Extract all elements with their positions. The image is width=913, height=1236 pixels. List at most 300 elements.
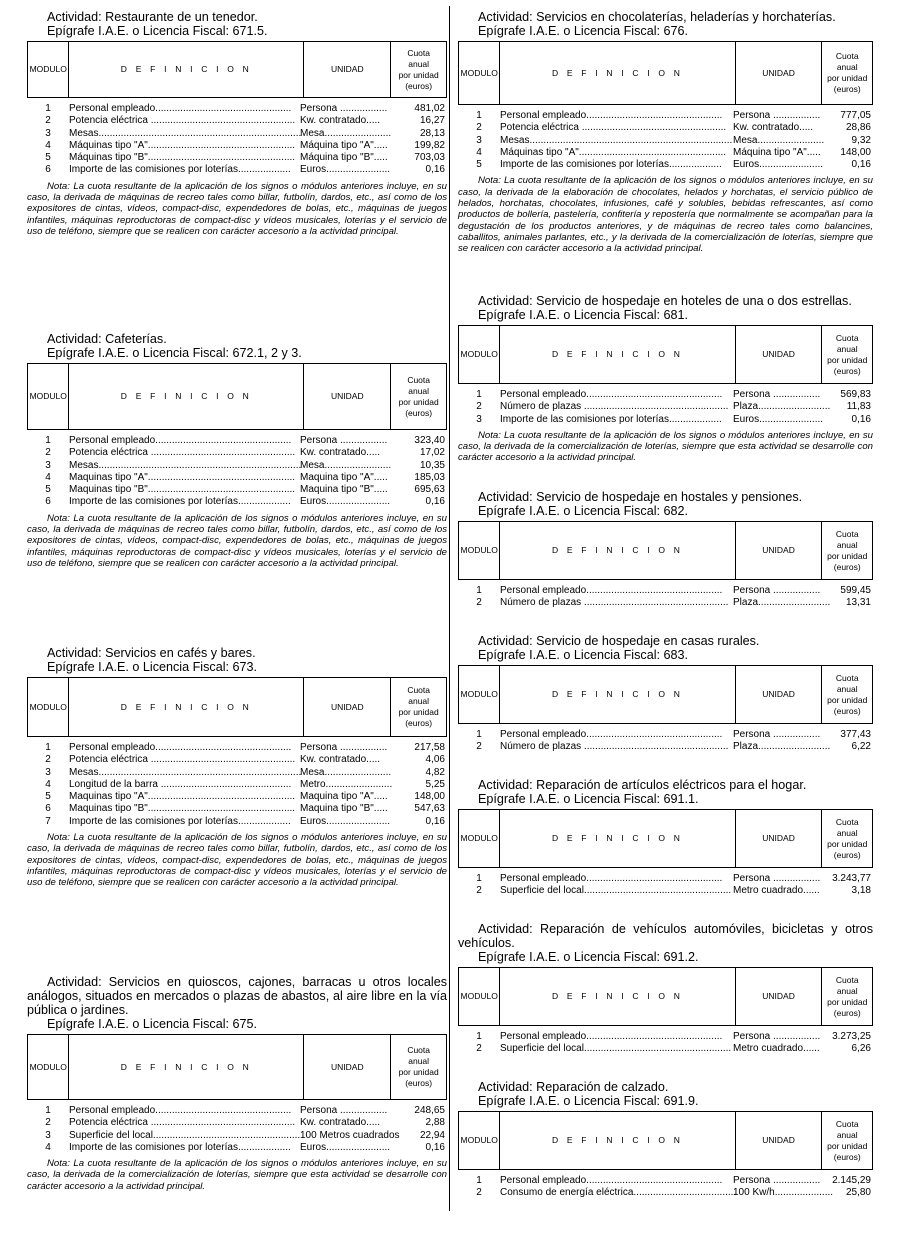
module-definition: Importe de las comisiones por loterías................... — [500, 413, 722, 425]
module-definition: Máquinas tipo "B"..................................................... — [69, 152, 296, 164]
module-table-header — [458, 325, 873, 384]
module-fee: 777,05 — [840, 110, 871, 121]
module-number: 2 — [45, 115, 51, 127]
header-unidad: UNIDAD — [735, 326, 822, 384]
module-definition: Máquinas tipo "A"..................................................... — [69, 139, 296, 151]
header-modulo: MODULO — [459, 522, 500, 580]
header-cuota-line: por unidad — [827, 73, 868, 83]
module-number: 2 — [45, 754, 51, 766]
actividad-title: Actividad: Servicios en quioscos, cajones, barracas u otros locales análogos, situados en mercados o plazas de abastos, al aire libre en la vía pública o jardines. — [27, 975, 447, 1017]
module-definition: Importe de las comisiones por loterías................... — [69, 496, 291, 508]
header-modulo: MODULO — [459, 326, 500, 384]
epigrafe-label: Epígrafe I.A.E. o Licencia Fiscal: 675. — [47, 1017, 258, 1031]
nota-text: Nota: La cuota resultante de la aplicación de los signos o módulos anteriores incluye, en su caso, la derivada de la comercialización de loterías, siempre que esta actividad se desarrolle con carácter accesorio a la actividad principal. — [458, 429, 873, 464]
module-unit: Persona ................. — [733, 1175, 821, 1186]
header-cuota-line: (euros) — [405, 80, 433, 91]
module-number: 6 — [45, 496, 51, 508]
module-number: 4 — [45, 471, 51, 483]
module-number: 2 — [476, 885, 482, 897]
header-unidad: UNIDAD — [735, 810, 822, 868]
header-cuota — [822, 1112, 873, 1170]
module-number: 5 — [45, 791, 51, 803]
module-fee: 0,16 — [851, 159, 871, 171]
module-fee: 4,06 — [425, 754, 445, 766]
header-cuota-line: anual — [836, 683, 858, 694]
module-row — [27, 803, 447, 815]
module-row — [458, 414, 873, 426]
header-cuota — [822, 666, 873, 724]
module-fee: 547,63 — [414, 803, 445, 815]
header-definicion: D E F I N I C I O N — [500, 522, 735, 580]
module-unit: Plaza.......................... — [733, 741, 831, 753]
module-rows — [27, 1105, 447, 1154]
header-cuota-line: (euros) — [833, 705, 861, 716]
module-definition: Personal empleado................................................. — [69, 103, 292, 114]
module-fee: 6,26 — [851, 1043, 871, 1055]
header-cuota-line: Cuota — [407, 47, 430, 58]
header-cuota — [822, 810, 873, 868]
module-definition: Importe de las comisiones por loterías................... — [69, 164, 291, 176]
module-definition: Número de plazas .................................................... — [500, 401, 729, 413]
module-row — [27, 140, 447, 152]
header-definicion: D E F I N I C I O N — [69, 364, 304, 430]
header-modulo: MODULO — [28, 364, 69, 430]
module-row — [458, 885, 873, 897]
module-unit: Kw. contratado..... — [300, 1117, 381, 1129]
header-cuota-line: por unidad — [827, 354, 868, 365]
module-fee: 2.145,29 — [832, 1175, 871, 1186]
section-block — [458, 922, 873, 1056]
header-cuota-line: Cuota — [407, 685, 430, 695]
module-fee: 695,63 — [414, 484, 445, 496]
module-fee: 25,80 — [845, 1187, 871, 1199]
module-row — [458, 389, 873, 401]
module-unit: Persona ................. — [733, 729, 821, 740]
module-row — [27, 1142, 447, 1154]
header-cuota-line: anual — [408, 385, 430, 396]
module-table-header — [458, 809, 873, 868]
module-number: 5 — [45, 152, 51, 164]
module-unit: Persona ................. — [300, 742, 388, 753]
header-definicion: D E F I N I C I O N — [69, 1035, 304, 1100]
module-fee: 199,82 — [414, 139, 445, 151]
module-fee: 0,16 — [425, 815, 445, 827]
module-row — [458, 1187, 873, 1199]
header-unidad: UNIDAD — [304, 678, 391, 737]
header-cuota-line: (euros) — [833, 1007, 861, 1018]
module-row — [458, 122, 873, 134]
module-unit: Mesa........................ — [300, 766, 392, 778]
module-row — [27, 484, 447, 496]
header-unidad: UNIDAD — [304, 1035, 391, 1100]
module-fee: 13,31 — [845, 597, 871, 609]
module-table-header — [27, 1034, 447, 1100]
header-cuota-line: (euros) — [405, 407, 433, 418]
header-unidad: UNIDAD — [304, 364, 391, 430]
module-unit: Persona ................. — [300, 103, 388, 114]
module-row — [458, 729, 873, 741]
module-fee: 569,83 — [840, 389, 871, 400]
module-number: 2 — [476, 401, 482, 413]
module-definition: Potencia eléctrica .................................................... — [69, 115, 296, 127]
module-rows — [27, 435, 447, 509]
module-fee: 2,88 — [425, 1117, 445, 1129]
header-cuota — [391, 678, 447, 737]
header-cuota — [822, 522, 873, 580]
module-fee: 9,32 — [851, 134, 871, 146]
actividad-title: Actividad: Servicio de hospedaje en hoteles de una o dos estrellas. — [478, 294, 852, 308]
module-rows — [458, 389, 873, 426]
module-definition: Personal empleado................................................. — [500, 729, 723, 740]
module-rows — [458, 1175, 873, 1200]
module-unit: Maquina tipo "B"..... — [300, 803, 388, 815]
module-definition: Personal empleado................................................. — [69, 742, 292, 753]
section-block — [27, 332, 447, 569]
module-definition: Número de plazas .................................................... — [500, 597, 729, 609]
module-row — [458, 110, 873, 122]
section-block — [458, 490, 873, 610]
header-unidad: UNIDAD — [735, 522, 822, 580]
nota-text: Nota: La cuota resultante de la aplicación de los signos o módulos anteriores incluye, en su caso, la derivada de máquinas de recreo tales como billar, futbolín, dardos, etc., así como de los expositores de cintas, vídeos, compact-disc, expendedores de bolas, etc., máquinas de juegos infantiles, máquinas reproductoras de compact-disc y vídeos musicales, loterías y el servicio de uso de teléfono, siempre que se realicen con carácter accesorio a la actividad principal. — [27, 512, 447, 569]
epigrafe-label: Epígrafe I.A.E. o Licencia Fiscal: 673. — [47, 660, 258, 674]
module-fee: 3.243,77 — [832, 873, 871, 884]
module-number: 1 — [45, 1105, 51, 1116]
module-fee: 5,25 — [425, 778, 445, 790]
epigrafe-label: Epígrafe I.A.E. o Licencia Fiscal: 691.9. — [478, 1094, 699, 1108]
module-definition: Mesas......................................................................... — [69, 766, 302, 778]
module-row — [27, 103, 447, 115]
module-definition: Personal empleado................................................. — [500, 873, 723, 884]
module-fee: 0,16 — [851, 413, 871, 425]
nota-text: Nota: La cuota resultante de la aplicación de los signos o módulos anteriores incluye, en su caso, la derivada de máquinas de recreo tales como billar, futbolín, dardos, etc., así como de los expositores de cintas, vídeos, compact-disc, expendedores de bolas, etc., máquinas de juegos infantiles, máquinas reproductoras de compact-disc y vídeos musicales, loterías y el servicio de uso de teléfono, siempre que se realicen con carácter accesorio a la actividad principal. — [27, 832, 447, 889]
module-fee: 377,43 — [840, 729, 871, 740]
module-number: 2 — [45, 447, 51, 459]
module-number: 3 — [45, 459, 51, 471]
header-definicion: D E F I N I C I O N — [500, 1112, 735, 1170]
epigrafe-label: Epígrafe I.A.E. o Licencia Fiscal: 691.1. — [478, 792, 699, 806]
module-fee: 16,27 — [419, 115, 445, 127]
header-cuota — [822, 968, 873, 1026]
module-table-header — [27, 41, 447, 98]
module-number: 1 — [476, 110, 482, 121]
module-unit: Euros....................... — [300, 164, 391, 176]
column-divider — [449, 6, 450, 1211]
module-number: 4 — [45, 1141, 51, 1153]
module-number: 1 — [45, 103, 51, 114]
section-block — [458, 1080, 873, 1200]
module-unit: Euros....................... — [300, 496, 391, 508]
module-number: 4 — [476, 146, 482, 158]
module-definition: Personal empleado................................................. — [500, 1175, 723, 1186]
module-rows — [458, 873, 873, 898]
module-number: 1 — [476, 873, 482, 884]
module-number: 3 — [476, 413, 482, 425]
section-block — [458, 10, 873, 255]
module-definition: Potencia eléctrica .................................................... — [500, 122, 727, 134]
header-cuota — [391, 42, 447, 98]
module-fee: 703,03 — [414, 152, 445, 164]
module-number: 1 — [476, 1175, 482, 1186]
module-row — [458, 585, 873, 597]
header-modulo: MODULO — [459, 968, 500, 1026]
module-table-header — [458, 521, 873, 580]
module-table-header — [458, 1111, 873, 1170]
header-unidad: UNIDAD — [304, 42, 391, 98]
header-cuota-line: anual — [836, 62, 858, 72]
module-row — [27, 164, 447, 176]
module-row — [27, 460, 447, 472]
module-definition: Personal empleado................................................. — [500, 585, 723, 596]
actividad-title: Actividad: Reparación de vehículos automóviles, bicicletas y otros vehículos. — [458, 922, 873, 950]
header-cuota-line: Cuota — [835, 816, 859, 827]
header-unidad: UNIDAD — [735, 666, 822, 724]
module-definition: Superficie del local..................................................... — [500, 885, 732, 897]
header-cuota-line: por unidad — [827, 996, 868, 1007]
actividad-title: Actividad: Servicio de hospedaje en casas rurales. — [478, 634, 760, 648]
module-unit: Metro........................ — [300, 778, 393, 790]
module-definition: Personal empleado................................................. — [69, 1105, 292, 1116]
header-cuota — [822, 326, 873, 384]
header-cuota-line: por unidad — [398, 707, 439, 717]
header-definicion: D E F I N I C I O N — [500, 42, 735, 105]
section-block — [458, 778, 873, 898]
module-row — [27, 1105, 447, 1117]
module-unit: Kw. contratado..... — [300, 115, 381, 127]
module-table-header — [458, 665, 873, 724]
header-cuota-line: Cuota — [835, 51, 859, 61]
header-definicion: D E F I N I C I O N — [69, 678, 304, 737]
header-cuota-line: anual — [836, 985, 858, 996]
module-rows — [458, 1031, 873, 1056]
epigrafe-label: Epígrafe I.A.E. o Licencia Fiscal: 682. — [478, 504, 689, 518]
nota-text: Nota: La cuota resultante de la aplicación de los signos o módulos anteriores incluye, en su caso, la derivada de la comercialización de loterías, siempre que esta actividad se desarrolle con carácter accesorio a la actividad principal. — [27, 1158, 447, 1192]
header-cuota-line: anual — [408, 58, 430, 69]
module-fee: 0,16 — [425, 1141, 445, 1153]
header-modulo: MODULO — [459, 810, 500, 868]
module-row — [458, 873, 873, 885]
module-table-header — [458, 967, 873, 1026]
module-unit: Metro cuadrado...... — [733, 885, 820, 897]
module-fee: 148,00 — [840, 146, 871, 158]
header-cuota-line: por unidad — [827, 1140, 868, 1151]
module-definition: Importe de las comisiones por loterías................... — [69, 815, 291, 827]
module-row — [27, 496, 447, 508]
module-fee: 22,94 — [419, 1129, 445, 1141]
header-cuota-line: por unidad — [827, 838, 868, 849]
section-block — [27, 646, 447, 889]
header-cuota-line: (euros) — [833, 561, 861, 572]
header-cuota-line: por unidad — [398, 69, 439, 80]
module-number: 2 — [476, 1187, 482, 1199]
module-row — [458, 159, 873, 171]
module-definition: Número de plazas .................................................... — [500, 741, 729, 753]
header-modulo: MODULO — [28, 678, 69, 737]
module-unit: Euros....................... — [300, 815, 391, 827]
header-unidad: UNIDAD — [735, 968, 822, 1026]
section-block — [458, 294, 873, 464]
module-definition: Maquinas tipo "B"..................................................... — [69, 484, 296, 496]
section-block — [27, 975, 447, 1192]
actividad-title: Actividad: Cafeterías. — [47, 332, 167, 346]
module-number: 2 — [476, 122, 482, 134]
module-definition: Potencia eléctrica .................................................... — [69, 754, 296, 766]
module-number: 1 — [45, 435, 51, 446]
header-cuota-line: (euros) — [833, 1151, 861, 1162]
module-number: 1 — [45, 742, 51, 753]
header-cuota-line: (euros) — [405, 718, 433, 728]
header-cuota-line: Cuota — [835, 1118, 859, 1129]
module-row — [27, 1130, 447, 1142]
module-rows — [458, 729, 873, 754]
module-rows — [458, 585, 873, 610]
module-fee: 6,22 — [851, 741, 871, 753]
module-row — [27, 447, 447, 459]
module-row — [27, 472, 447, 484]
header-cuota-line: anual — [836, 539, 858, 550]
header-cuota-line: (euros) — [833, 84, 861, 94]
epigrafe-label: Epígrafe I.A.E. o Licencia Fiscal: 683. — [478, 648, 689, 662]
module-fee: 323,40 — [414, 435, 445, 446]
module-number: 5 — [476, 159, 482, 171]
section-block — [458, 634, 873, 754]
header-cuota-line: Cuota — [835, 974, 859, 985]
module-table-header — [27, 677, 447, 737]
module-unit: Persona ................. — [733, 110, 821, 121]
module-unit: Maquina tipo "B"..... — [300, 484, 388, 496]
module-fee: 599,45 — [840, 585, 871, 596]
header-cuota — [391, 364, 447, 430]
module-definition: Personal empleado................................................. — [500, 110, 723, 121]
module-fee: 3,18 — [851, 885, 871, 897]
module-fee: 17,02 — [419, 447, 445, 459]
module-number: 6 — [45, 164, 51, 176]
module-fee: 10,35 — [419, 459, 445, 471]
header-cuota-line: por unidad — [827, 550, 868, 561]
module-row — [27, 754, 447, 766]
header-unidad: UNIDAD — [735, 1112, 822, 1170]
module-number: 2 — [476, 1043, 482, 1055]
header-definicion: D E F I N I C I O N — [500, 326, 735, 384]
header-definicion: D E F I N I C I O N — [500, 968, 735, 1026]
module-definition: Importe de las comisiones por loterías................... — [69, 1141, 291, 1153]
module-unit: Maquina tipo "A"..... — [300, 471, 388, 483]
module-number: 3 — [45, 127, 51, 139]
module-number: 1 — [476, 1031, 482, 1042]
module-fee: 217,58 — [414, 742, 445, 753]
module-rows — [458, 110, 873, 171]
module-fee: 0,16 — [425, 496, 445, 508]
header-cuota-line: anual — [408, 696, 430, 706]
nota-text: Nota: La cuota resultante de la aplicación de los signos o módulos anteriores incluye, en su caso, la derivada de máquinas de recreo tales como billar, futbolín, dardos, etc., así como de los expositores de cintas, vídeos, compact-disc, expendedores de bolas, etc., máquinas de juegos infantiles, máquinas reproductoras de compact-disc y vídeos musicales, loterías y el servicio de uso de teléfono, siempre que se realicen con carácter accesorio a la actividad principal. — [27, 180, 447, 237]
module-unit: 100 Kw/h..................... — [733, 1187, 834, 1199]
module-rows — [27, 742, 447, 828]
module-number: 4 — [45, 778, 51, 790]
actividad-title: Actividad: Servicio de hospedaje en hostales y pensiones. — [478, 490, 803, 504]
header-modulo: MODULO — [459, 42, 500, 105]
header-cuota-line: anual — [836, 1129, 858, 1140]
module-unit: Plaza.......................... — [733, 597, 831, 609]
header-cuota-line: Cuota — [835, 332, 859, 343]
module-definition: Mesas......................................................................... — [69, 459, 302, 471]
module-definition: Maquinas tipo "A"..................................................... — [69, 471, 296, 483]
module-fee: 28,86 — [845, 122, 871, 134]
module-row — [458, 1031, 873, 1043]
header-cuota-line: Cuota — [835, 528, 859, 539]
header-modulo: MODULO — [459, 666, 500, 724]
module-unit: Kw. contratado..... — [733, 122, 814, 134]
module-unit: Maquina tipo "A"..... — [300, 791, 388, 803]
nota-text: Nota: La cuota resultante de la aplicación de los signos o módulos anteriores incluye, en su caso, la derivada de la elaboración de chocolates, helados y horchatas, el servicio público de helados, horchatas, chocolates, infusiones, café y solubles, bebidas refrescantes, así como productos de bollería, pastelería, confitería y repostería que normalmente se acompañan para la degustación de los productos anteriores, y de máquinas de recreo tales como balancines, caballitos, animales parlantes, etc., y la derivada de la comercialización de loterías, siempre que se realicen con carácter accesorio a la actividad principal. — [458, 175, 873, 255]
module-row — [27, 816, 447, 828]
module-row — [458, 597, 873, 609]
module-definition: Superficie del local..................................................... — [500, 1043, 732, 1055]
module-unit: Persona ................. — [733, 1031, 821, 1042]
header-unidad: UNIDAD — [735, 42, 822, 105]
module-row — [458, 1175, 873, 1187]
module-number: 1 — [476, 389, 482, 400]
module-definition: Personal empleado................................................. — [500, 1031, 723, 1042]
module-row — [458, 401, 873, 413]
module-unit: Persona ................. — [300, 1105, 388, 1116]
section-block — [27, 10, 447, 237]
module-unit: Kw. contratado..... — [300, 447, 381, 459]
header-cuota — [391, 1035, 447, 1100]
module-unit: Euros....................... — [733, 413, 824, 425]
module-rows — [27, 103, 447, 177]
header-cuota-line: (euros) — [405, 1078, 433, 1088]
module-definition: Longitud de la barra ............................................... — [69, 778, 292, 790]
header-cuota-line: Cuota — [407, 1045, 430, 1055]
module-row — [27, 742, 447, 754]
epigrafe-label: Epígrafe I.A.E. o Licencia Fiscal: 672.1, 2 y 3. — [47, 346, 302, 360]
module-fee: 0,16 — [425, 164, 445, 176]
module-unit: Euros....................... — [300, 1141, 391, 1153]
module-row — [27, 115, 447, 127]
module-number: 2 — [476, 741, 482, 753]
module-unit: Mesa........................ — [733, 134, 825, 146]
module-row — [27, 435, 447, 447]
module-fee: 248,65 — [414, 1105, 445, 1116]
epigrafe-label: Epígrafe I.A.E. o Licencia Fiscal: 691.2. — [478, 950, 699, 964]
module-definition: Mesas......................................................................... — [500, 134, 733, 146]
header-cuota-line: anual — [836, 827, 858, 838]
module-row — [458, 147, 873, 159]
module-definition: Potencia eléctrica .................................................... — [69, 447, 296, 459]
module-fee: 148,00 — [414, 791, 445, 803]
header-cuota-line: anual — [836, 343, 858, 354]
header-definicion: D E F I N I C I O N — [500, 666, 735, 724]
module-number: 1 — [476, 585, 482, 596]
actividad-title: Actividad: Servicios en chocolaterías, heladerías y horchaterías. — [478, 10, 836, 24]
header-cuota — [822, 42, 873, 105]
module-row — [27, 767, 447, 779]
module-unit: Persona ................. — [733, 389, 821, 400]
module-definition: Maquinas tipo "B"..................................................... — [69, 803, 296, 815]
module-unit: Máquina tipo "A"..... — [300, 139, 388, 151]
module-row — [458, 1043, 873, 1055]
header-definicion: D E F I N I C I O N — [500, 810, 735, 868]
actividad-title: Actividad: Reparación de calzado. — [478, 1080, 669, 1094]
module-row — [27, 1117, 447, 1129]
module-definition: Consumo de energía eléctrica..................................... — [500, 1187, 737, 1199]
module-fee: 185,03 — [414, 471, 445, 483]
module-unit: Mesa........................ — [300, 127, 392, 139]
module-number: 6 — [45, 803, 51, 815]
module-definition: Maquinas tipo "A"..................................................... — [69, 791, 296, 803]
module-unit: Plaza.......................... — [733, 401, 831, 413]
module-number: 2 — [45, 1117, 51, 1129]
module-unit: Euros....................... — [733, 159, 824, 171]
